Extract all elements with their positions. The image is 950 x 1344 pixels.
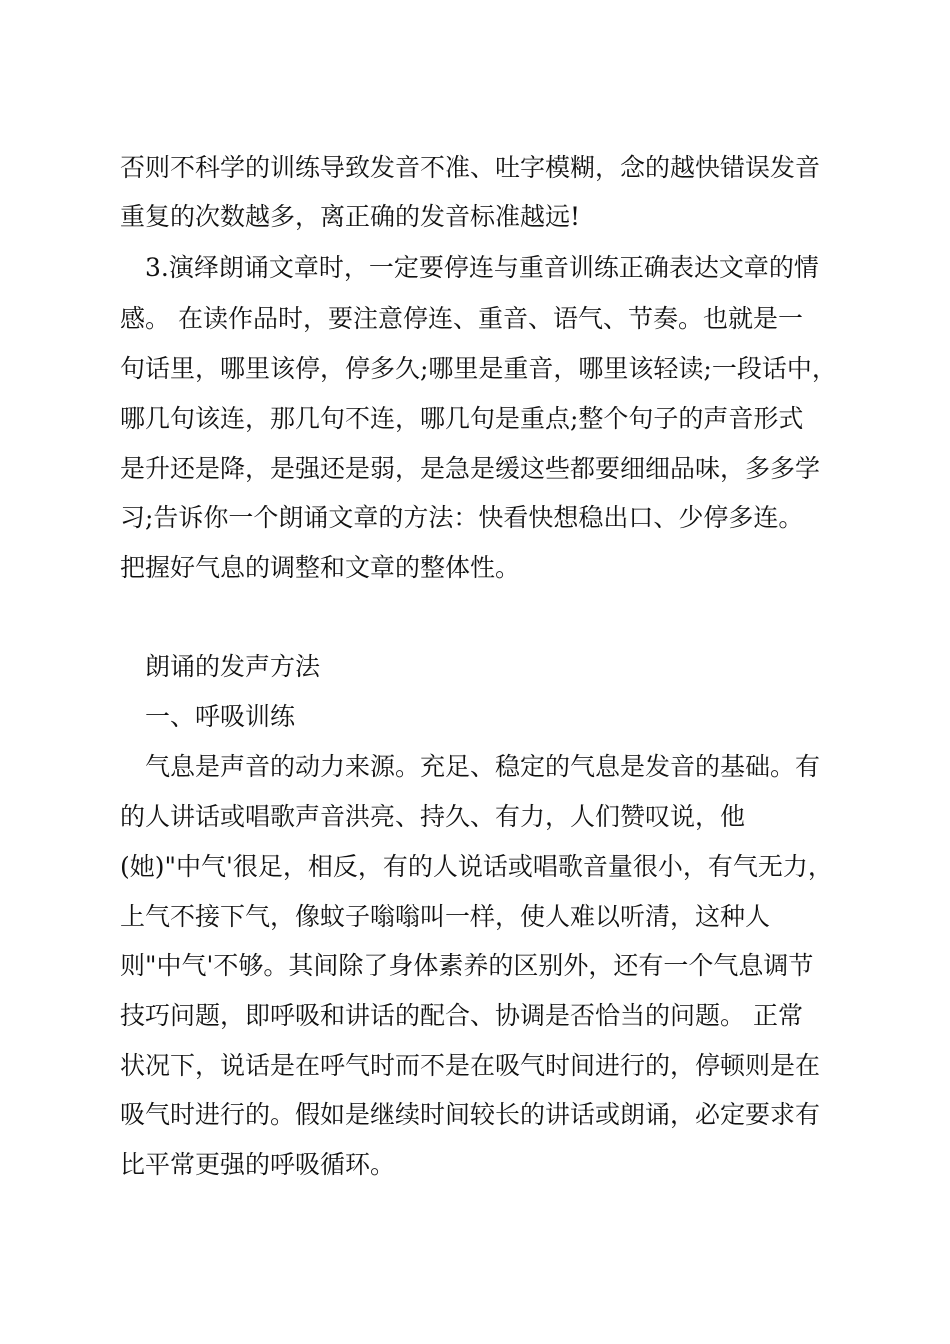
body-text-line: 的人讲话或唱歌声音洪亮、持久、有力，人们赞叹说，他 [120, 802, 746, 831]
body-text-line: (她)"中气'很足，相反，有的人说话或唱歌音量很小，有气无力， [120, 852, 833, 881]
body-text-line: 则"中气'不够。其间除了身体素养的区别外，还有一个气息调节 [120, 951, 814, 980]
section-title: 朗诵的发声方法 [145, 652, 321, 681]
body-text-line: 比平常更强的呼吸循环。 [120, 1150, 396, 1179]
body-text-line: 哪几句该连，那几句不连，哪几句是重点;整个句子的声音形式 [120, 404, 804, 433]
numbered-point-3-line: 3.演绎朗诵文章时，一定要停连与重音训练正确表达文章的情 [145, 253, 819, 282]
body-text-line: 气息是声音的动力来源。充足、稳定的气息是发音的基础。有 [145, 752, 821, 781]
body-text-line: 吸气时进行的。假如是继续时间较长的讲话或朗诵，必定要求有 [120, 1100, 821, 1129]
body-text-line: 状况下，说话是在呼气时而不是在吸气时间进行的，停顿则是在 [120, 1051, 821, 1080]
body-text-line: 感。 在读作品时，要注意停连、重音、语气、节奏。也就是一 [120, 304, 803, 333]
subsection-title: 一、呼吸训练 [145, 702, 296, 731]
body-text-line: 习;告诉你一个朗诵文章的方法：快看快想稳出口、少停多连。 [120, 503, 804, 532]
body-text-line: 技巧问题，即呼吸和讲话的配合、协调是否恰当的问题。 正常 [120, 1001, 803, 1030]
body-text-line: 把握好气息的调整和文章的整体性。 [120, 553, 521, 582]
body-text-line: 重复的次数越多，离正确的发音标准越远! [120, 202, 581, 231]
body-text-line: 是升还是降，是强还是弱，是急是缓这些都要细细品味，多多学 [120, 454, 821, 483]
body-text-line: 上气不接下气，像蚊子嗡嗡叫一样，使人难以听清，这种人 [120, 902, 771, 931]
body-text-line: 否则不科学的训练导致发音不准、吐字模糊，念的越快错误发音 [120, 153, 821, 182]
body-text-line: 句话里，哪里该停，停多久;哪里是重音，哪里该轻读;一段话中， [120, 354, 837, 383]
